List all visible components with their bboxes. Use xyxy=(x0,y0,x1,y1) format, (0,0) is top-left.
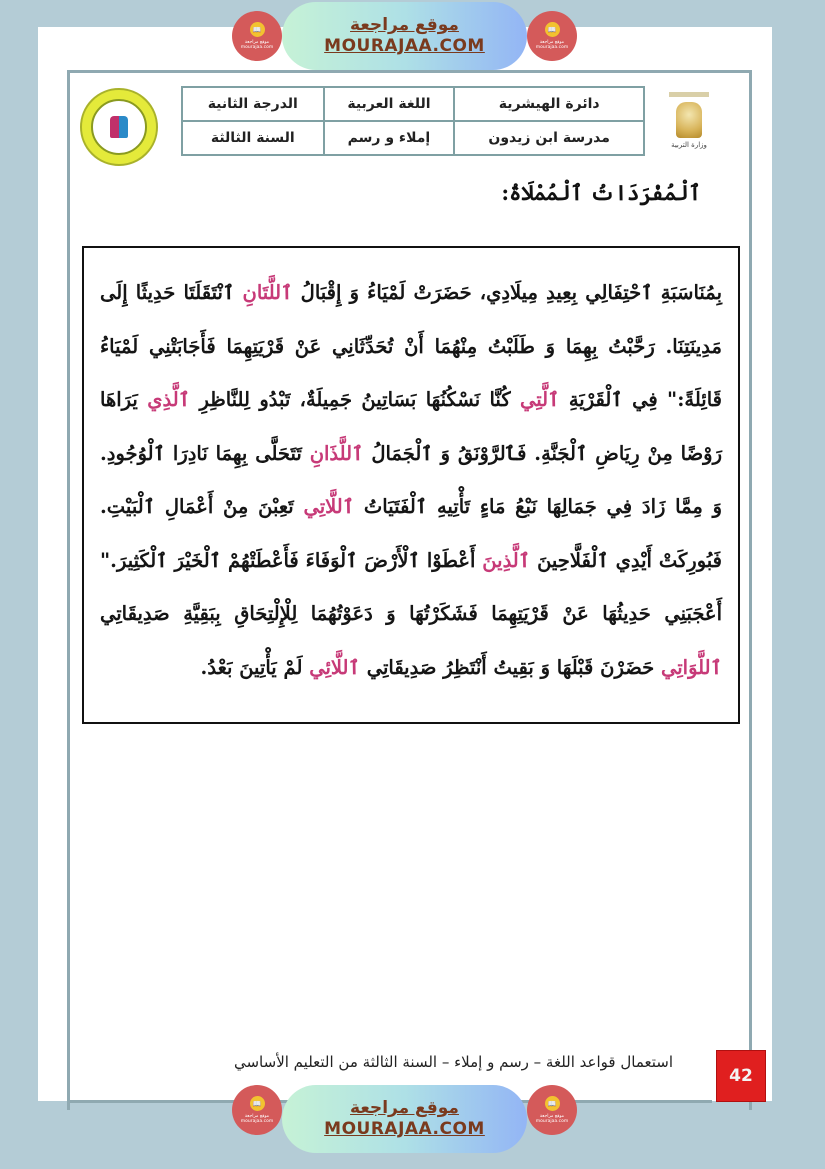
relative-pronoun-highlight: ٱللَّائِي xyxy=(309,655,360,679)
header-row xyxy=(182,87,644,121)
badge-text-en: mourajaa.com xyxy=(240,1119,274,1124)
relative-pronoun-highlight: ٱلَّذِي xyxy=(147,388,191,411)
relative-pronoun-highlight: ٱلَّتِي xyxy=(519,388,560,411)
ministry-logo xyxy=(668,92,710,154)
section-title: ٱلْمُفْرَدَاتُ ٱلْمُمْلَاةُ: xyxy=(501,180,701,205)
ministry-logo-banner xyxy=(669,92,709,97)
badge-text-en: mourajaa.com xyxy=(535,1119,569,1124)
relative-pronoun-highlight: ٱللَّاتِي xyxy=(303,495,355,518)
watermark-badge-right-top xyxy=(527,11,577,61)
book-icon: 📖 xyxy=(545,1096,560,1111)
passage-text: كُنَّا نَسْكُنُهَا بَسَاتِينُ جَمِيلَةٌ، تَبْدُو لِلنَّاظِرِ xyxy=(190,388,520,411)
dictation-passage xyxy=(100,266,722,694)
ministry-label: وزارة التربية xyxy=(671,141,707,149)
subject-cell: اللغة العربية xyxy=(324,87,455,121)
passage-text: بِمُنَاسَبَةِ ٱحْتِفَالِي بِعِيدِ مِيلَادِي، حَضَرَتْ لَمْيَاءُ وَ إِقْبَالُ xyxy=(292,281,723,304)
passage-text: حَضَرْنَ قَبْلَهَا وَ بَقِيتُ أَنْتَظِرُ صَدِيقَاتِي xyxy=(359,655,661,679)
badge-text-ar: موقع مراجعة xyxy=(244,40,270,45)
page-number: 42 xyxy=(716,1050,766,1102)
passage-text: يَرَاهَا رَوْضًا مِنْ رِيَاضِ ٱلْجَنَّةِ. فَٱلرَّوْنَقُ وَ ٱلْجَمَالُ xyxy=(100,388,722,465)
passage-text: تَتَحَلَّى بِهِمَا نَادِرَا ٱلْوُجُودِ. وَ مِمَّا زَادَ فِي جَمَالِهَا نَبْعُ مَاءٍ تَأْتِيهِ ٱلْفَتَيَاتُ xyxy=(100,441,723,518)
topic-cell: إملاء و رسم xyxy=(324,121,455,155)
relative-pronoun-highlight: ٱلَّذِينَ xyxy=(482,548,531,572)
badge-text-ar: موقع مراجعة xyxy=(539,40,565,45)
ministry-emblem-icon xyxy=(676,102,702,138)
relative-pronoun-highlight: ٱللَّتَانِ xyxy=(242,281,293,304)
children-book-icon xyxy=(110,116,128,138)
watermark-banner-top[interactable] xyxy=(282,2,527,70)
relative-pronoun-highlight: ٱللَّذَانِ xyxy=(309,441,364,465)
passage-text: لَمْ يَأْتِينَ بَعْدُ. xyxy=(200,655,310,679)
badge-text-ar: موقع مراجعة xyxy=(539,1114,565,1119)
badge-text-ar: موقع مراجعة xyxy=(244,1114,270,1119)
passage-text: ٱنْتَقَلَتَا حَدِيثًا إِلَى مَدِينَتِنَا. رَحَّبْتُ بِهِمَا وَ طَلَبْتُ مِنْهُمَا أَنْ تُحَدِّثَانِي عَنْ قَرْيَتِهِمَا فَأَجَابَتْنِي لَمْيَاءُ قَائِلَةً:" فِي ٱلْقَرْيَةِ xyxy=(100,281,722,411)
school-logo xyxy=(80,88,158,166)
footer-caption: استعمال قواعد اللغة – رسم و إملاء – السنة الثالثة من التعليم الأساسي xyxy=(233,1053,673,1071)
relative-pronoun-highlight: ٱللَّوَاتِي xyxy=(661,655,722,679)
watermark-badge-left-top xyxy=(232,11,282,61)
header-info-table xyxy=(181,86,645,156)
dictation-passage-box xyxy=(82,246,740,724)
school-cell: مدرسة ابن زيدون xyxy=(454,121,644,155)
watermark-banner-bottom[interactable] xyxy=(282,1085,527,1153)
year-cell: السنة الثالثة xyxy=(182,121,324,155)
book-icon: 📖 xyxy=(545,22,560,37)
watermark-badge-right-bottom xyxy=(527,1085,577,1135)
banner-text-ar: موقع مراجعة xyxy=(350,15,459,35)
banner-text-en: MOURAJAA.COM xyxy=(324,1119,485,1139)
banner-text-ar: موقع مراجعة xyxy=(350,1098,459,1118)
passage-text: تَعِبْنَ مِنْ أَعْمَالِ ٱلْبَيْتِ. فَبُورِكَتْ أَيْدِي ٱلْفَلَّاحِينَ xyxy=(100,495,722,572)
book-icon: 📖 xyxy=(250,1096,265,1111)
header-row xyxy=(182,121,644,155)
passage-text: أَعْطَوْا ٱلْأَرْضَ ٱلْوَفَاءَ فَأَعْطَتْهُمْ ٱلْخَيْرَ ٱلْكَثِيرَ." أَعْجَبَنِي حَدِيثُهَا عَنْ قَرْيَتِهِمَا فَشَكَرْتُهَا وَ دَعَوْتُهُمَا لِلْإِلْتِحَاقِ بِبَقِيَّةِ صَدِيقَاتِي xyxy=(100,548,722,625)
level-cell: الدرجة الثانية xyxy=(182,87,324,121)
book-icon: 📖 xyxy=(250,22,265,37)
banner-text-en: MOURAJAA.COM xyxy=(324,36,485,56)
watermark-badge-left-bottom xyxy=(232,1085,282,1135)
badge-text-en: mourajaa.com xyxy=(535,45,569,50)
badge-text-en: mourajaa.com xyxy=(240,45,274,50)
district-cell: دائرة الهيشرية xyxy=(454,87,644,121)
